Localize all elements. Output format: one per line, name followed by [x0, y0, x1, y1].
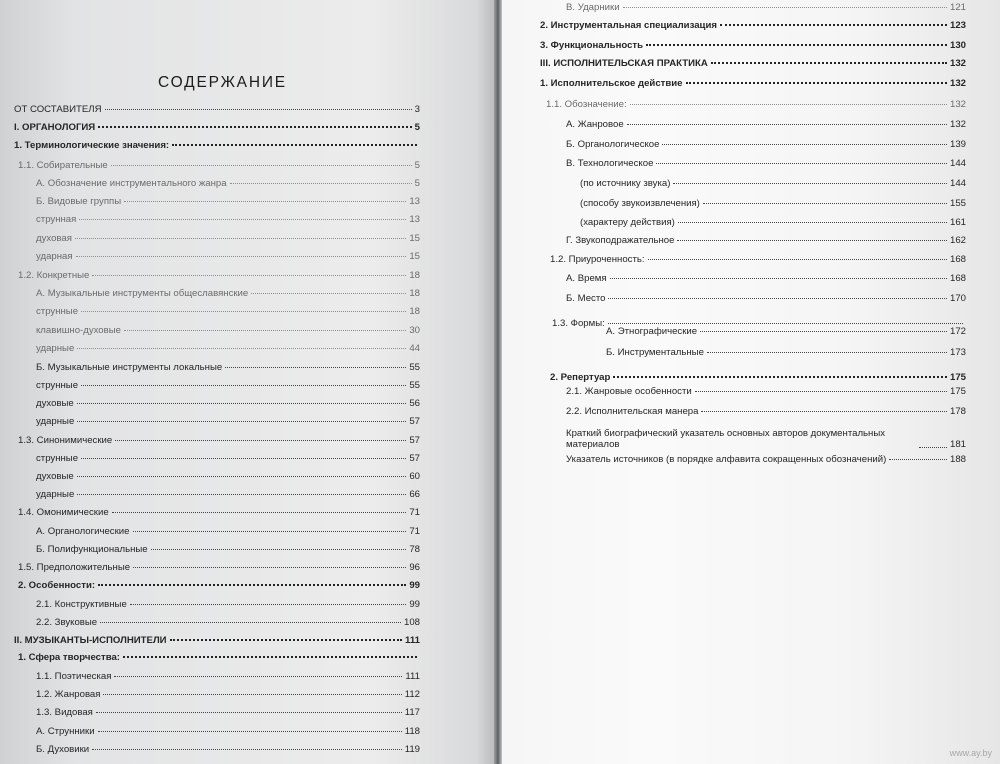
dot-leader: [105, 108, 412, 110]
toc-entry-label: А. Этнографические: [606, 326, 698, 337]
toc-entry: [36, 251, 420, 267]
toc-entry-label: ОТ СОСТАВИТЕЛЯ: [14, 104, 102, 115]
toc-entry: [36, 233, 420, 249]
toc-entry: [18, 580, 420, 596]
toc-page-number: 168: [949, 254, 966, 265]
toc-entry-label: 2. Особенности:: [18, 580, 96, 591]
toc-page-number: 144: [949, 158, 966, 169]
toc-entry: [540, 20, 966, 36]
dot-leader: [77, 420, 406, 422]
toc-entry-label: ударная: [36, 251, 73, 262]
toc-page-number: 99: [409, 599, 420, 610]
toc-entry: [18, 270, 420, 286]
toc-page-number: 118: [404, 726, 420, 737]
toc-entry-label: струнная: [36, 214, 77, 225]
toc-entry-label: 1.5. Предположительные: [18, 562, 131, 573]
toc-entry: [36, 178, 420, 194]
dot-leader: [610, 277, 947, 279]
toc-entry: [580, 198, 966, 214]
toc-entry-label: Б. Полифункциональные: [36, 544, 148, 555]
toc-entry-label: клавишно-духовые: [36, 325, 121, 336]
dot-leader: [608, 322, 963, 324]
toc-entry: [566, 293, 966, 309]
dot-leader: [133, 530, 407, 532]
dot-leader: [133, 566, 406, 568]
toc-entry-label: 1.1. Собирательные: [18, 160, 108, 171]
toc-page-number: 117: [404, 707, 420, 718]
toc-entry-label: Г. Звукоподражательное: [566, 235, 675, 246]
dot-leader: [76, 255, 407, 257]
dot-leader: [77, 347, 406, 349]
dot-leader: [703, 202, 947, 204]
toc-entry: [14, 140, 420, 156]
toc-entry: [18, 160, 420, 176]
dot-leader: [623, 6, 947, 8]
dot-leader: [81, 310, 406, 312]
toc-entry-label: 1.3. Видовая: [36, 707, 93, 718]
toc-entry: [36, 726, 420, 742]
toc-entry-label: 1.3. Синонимические: [18, 435, 113, 446]
toc-entry: [18, 652, 420, 668]
dot-leader: [112, 511, 407, 513]
toc-entry-label: ударные: [36, 416, 75, 427]
dot-leader: [124, 329, 406, 331]
dot-leader: [77, 402, 407, 404]
toc-page-number: 57: [409, 435, 420, 446]
toc-entry: [36, 380, 420, 396]
toc-entry: [580, 178, 966, 194]
toc-entry: [18, 562, 420, 578]
toc-entry: [36, 689, 420, 705]
dot-leader: [662, 143, 947, 145]
toc-entry: [14, 122, 420, 138]
toc-page-number: 111: [405, 635, 420, 646]
watermark: www.ay.by: [949, 748, 992, 758]
toc-entry: [606, 347, 966, 363]
dot-leader: [677, 239, 947, 241]
toc-entry: [36, 214, 420, 230]
toc-entry-label: 2. Инструментальная специализация: [540, 20, 717, 31]
toc-entry-label: духовые: [36, 471, 74, 482]
toc-page-number: 99: [409, 580, 420, 591]
toc-entry: [36, 707, 420, 723]
toc-page-number: 155: [949, 198, 966, 209]
toc-entry: [566, 454, 966, 470]
dot-leader: [114, 675, 402, 677]
dot-leader: [98, 730, 402, 732]
page-title: СОДЕРЖАНИЕ: [158, 74, 287, 91]
toc-entry: [566, 386, 966, 402]
toc-page-number: 55: [409, 362, 420, 373]
toc-entry-label: 3. Функциональность: [540, 40, 644, 51]
toc-page-number: 168: [949, 273, 966, 284]
toc-entry: [36, 453, 420, 469]
dot-leader: [701, 410, 947, 412]
toc-entry-label: 1. Сфера творчества:: [18, 652, 120, 663]
dot-leader: [124, 200, 406, 202]
toc-page-number: 71: [409, 526, 420, 537]
toc-entry-label: (характеру действия): [580, 217, 675, 228]
toc-page-number: 161: [949, 217, 966, 228]
dot-leader: [889, 458, 947, 460]
toc-entry-label: 2.1. Конструктивные: [36, 599, 127, 610]
toc-page-number: 181: [949, 439, 966, 450]
toc-entry-label: 1.3. Формы:: [552, 318, 605, 329]
dot-leader: [103, 693, 401, 695]
toc-entry-label: струнные: [36, 380, 79, 391]
toc-page-number: 13: [409, 196, 420, 207]
dot-leader: [646, 43, 947, 46]
dot-leader: [81, 457, 406, 459]
toc-page-number: 132: [949, 119, 966, 130]
toc-entry-label: 2.1. Жанровые особенности: [566, 386, 692, 397]
toc-entry-label: 1.2. Конкретные: [18, 270, 90, 281]
toc-entry-label: Б. Духовики: [36, 744, 90, 755]
toc-entry-label: А. Струнники: [36, 726, 95, 737]
toc-entry-label: струнные: [36, 306, 79, 317]
dot-leader: [96, 711, 402, 713]
toc-page-number: 162: [949, 235, 966, 246]
toc-page-number: 60: [409, 471, 420, 482]
toc-page-number: 71: [409, 507, 420, 518]
toc-page-number: 66: [409, 489, 420, 500]
toc-page-number: 130: [949, 40, 966, 51]
toc-page-number: 139: [949, 139, 966, 150]
toc-entry-label: Б. Видовые группы: [36, 196, 122, 207]
toc-entry: [36, 617, 420, 633]
toc-entry-label: Б. Место: [566, 293, 606, 304]
toc-page-number: 175: [949, 372, 966, 383]
toc-page-number: 170: [949, 293, 966, 304]
toc-entry: [566, 406, 966, 422]
toc-entry-label: 1.1. Обозначение:: [546, 99, 627, 110]
toc-page-number: 119: [404, 744, 420, 755]
dot-leader: [92, 274, 406, 276]
toc-page-number: 111: [405, 671, 420, 682]
toc-entry: [566, 2, 966, 18]
toc-entry-label: 2. Репертуар: [550, 372, 611, 383]
toc-page-number: 57: [409, 453, 420, 464]
toc-entry-label: А. Музыкальные инструменты общеславянские: [36, 288, 249, 299]
toc-entry-label: 1.2. Приуроченность:: [550, 254, 645, 265]
dot-leader: [98, 125, 411, 128]
dot-leader: [172, 143, 417, 146]
toc-page-number: 3: [414, 104, 420, 115]
toc-page-number: 112: [404, 689, 420, 700]
dot-leader: [92, 748, 402, 750]
toc-entry-label: А. Жанровое: [566, 119, 624, 130]
toc-entry-label: 2.2. Звуковые: [36, 617, 98, 628]
toc-page-number: 13: [409, 214, 420, 225]
dot-leader: [919, 446, 947, 448]
toc-entry-label: 1.1. Поэтическая: [36, 671, 112, 682]
toc-page-number: 56: [409, 398, 420, 409]
toc-entry: [14, 635, 420, 651]
dot-leader: [695, 390, 947, 392]
dot-leader: [613, 375, 947, 378]
toc-page-number: 178: [949, 406, 966, 417]
toc-page-number: 96: [409, 562, 420, 573]
toc-page-number: 44: [409, 343, 420, 354]
toc-entry-label: III. ИСПОЛНИТЕЛЬСКАЯ ПРАКТИКА: [540, 58, 708, 69]
toc-entry: [566, 119, 966, 135]
toc-entry: [36, 343, 420, 359]
toc-entry: [36, 744, 420, 760]
toc-page-number: 188: [949, 454, 966, 465]
toc-page-number: 121: [949, 2, 966, 13]
toc-entry: [36, 671, 420, 687]
dot-leader: [627, 123, 947, 125]
toc-entry: [36, 398, 420, 414]
toc-entry: [580, 217, 966, 233]
dot-leader: [673, 182, 947, 184]
toc-page-number: 30: [409, 325, 420, 336]
toc-page-number: 175: [949, 386, 966, 397]
dot-leader: [111, 164, 412, 166]
dot-leader: [151, 548, 407, 550]
toc-entry-label: II. МУЗЫКАНТЫ-ИСПОЛНИТЕЛИ: [14, 635, 167, 646]
dot-leader: [115, 439, 406, 441]
toc-entry-label: А. Обозначение инструментального жанра: [36, 178, 227, 189]
dot-leader: [656, 162, 947, 164]
toc-entry-label: струнные: [36, 453, 79, 464]
toc-entry: [540, 40, 966, 56]
toc-page-number: 18: [409, 270, 420, 281]
toc-entry-label: духовая: [36, 233, 72, 244]
toc-entry-label: Б. Органологическое: [566, 139, 660, 150]
toc-entry-label: А. Время: [566, 273, 607, 284]
dot-leader: [77, 493, 406, 495]
toc-entry-label: ударные: [36, 489, 75, 500]
dot-leader: [79, 218, 406, 220]
dot-leader: [720, 23, 947, 26]
toc-entry: [36, 362, 420, 378]
toc-page-number: 123: [949, 20, 966, 31]
dot-leader: [77, 475, 407, 477]
dot-leader: [100, 621, 401, 623]
toc-page-number: 15: [409, 233, 420, 244]
dot-leader: [707, 351, 947, 353]
dot-leader: [648, 258, 947, 260]
toc-entry-label: Б. Музыкальные инструменты локальные: [36, 362, 223, 373]
toc-entry-label: 2.2. Исполнительская манера: [566, 406, 699, 417]
toc-entry: [566, 273, 966, 289]
toc-page-number: 5: [414, 178, 420, 189]
dot-leader: [81, 384, 406, 386]
toc-page-number: 173: [949, 347, 966, 358]
toc-entry-label: (способу звукоизвлечения): [580, 198, 700, 209]
toc-entry-label: А. Органологические: [36, 526, 130, 537]
toc-entry: [36, 306, 420, 322]
toc-entry: [546, 99, 966, 115]
toc-entry-label: духовые: [36, 398, 74, 409]
dot-leader: [230, 182, 412, 184]
toc-page-number: 5: [414, 122, 420, 133]
toc-page-number: 57: [409, 416, 420, 427]
toc-entry: [36, 489, 420, 505]
toc-entry-label: (по источнику звука): [580, 178, 671, 189]
toc-page-number: 78: [409, 544, 420, 555]
toc-entry-label: В. Ударники: [566, 2, 620, 13]
toc-entry-label: Краткий биографический указатель основных авторов документальных материалов: [566, 428, 886, 450]
toc-entry: [18, 507, 420, 523]
toc-entry: [36, 599, 420, 615]
toc-page-number: 5: [414, 160, 420, 171]
toc-entry: [566, 235, 966, 251]
toc-entry-label: 1. Терминологические значения:: [14, 140, 170, 151]
toc-entry: [566, 158, 966, 174]
toc-page-number: 18: [409, 306, 420, 317]
toc-entry: [18, 435, 420, 451]
toc-entry-label: 1.4. Омонимические: [18, 507, 109, 518]
toc-page-number: 55: [409, 380, 420, 391]
toc-page-number: 18: [409, 288, 420, 299]
toc-entry: [566, 424, 966, 450]
dot-leader: [711, 61, 947, 64]
dot-leader: [686, 81, 947, 84]
toc-entry: [540, 78, 966, 94]
dot-leader: [225, 366, 406, 368]
toc-page-number: 132: [949, 99, 966, 110]
toc-page-number: 132: [949, 58, 966, 69]
dot-leader: [608, 297, 947, 299]
dot-leader: [123, 655, 417, 658]
toc-page-number: 132: [949, 78, 966, 89]
toc-entry-label: 1. Исполнительское действие: [540, 78, 683, 89]
toc-entry: [606, 326, 966, 342]
toc-entry: [14, 104, 420, 120]
dot-leader: [98, 583, 406, 586]
toc-entry: [36, 196, 420, 212]
toc-entry-label: Б. Инструментальные: [606, 347, 704, 358]
toc-entry-label: В. Технологическое: [566, 158, 654, 169]
toc-page-number: 108: [403, 617, 420, 628]
toc-entry-label: ударные: [36, 343, 75, 354]
toc-entry: [566, 139, 966, 155]
toc-entry: [540, 58, 966, 74]
toc-entry: [36, 325, 420, 341]
toc-entry: [36, 544, 420, 560]
dot-leader: [630, 103, 947, 105]
book-gutter: [494, 0, 502, 764]
toc-entry: [36, 471, 420, 487]
toc-page-number: 172: [949, 326, 966, 337]
dot-leader: [75, 237, 406, 239]
toc-entry: [550, 254, 966, 270]
toc-entry-label: 1.2. Жанровая: [36, 689, 101, 700]
toc-page-number: 15: [409, 251, 420, 262]
toc-entry: [36, 416, 420, 432]
dot-leader: [130, 603, 407, 605]
toc-entry: [36, 526, 420, 542]
dot-leader: [700, 330, 947, 332]
dot-leader: [251, 292, 406, 294]
dot-leader: [678, 221, 947, 223]
toc-entry-label: Указатель источников (в порядке алфавита сокращенных обозначений): [566, 454, 887, 465]
toc-page-number: 144: [949, 178, 966, 189]
toc-entry-label: I. ОРГАНОЛОГИЯ: [14, 122, 96, 133]
dot-leader: [170, 638, 402, 641]
toc-entry: [36, 288, 420, 304]
